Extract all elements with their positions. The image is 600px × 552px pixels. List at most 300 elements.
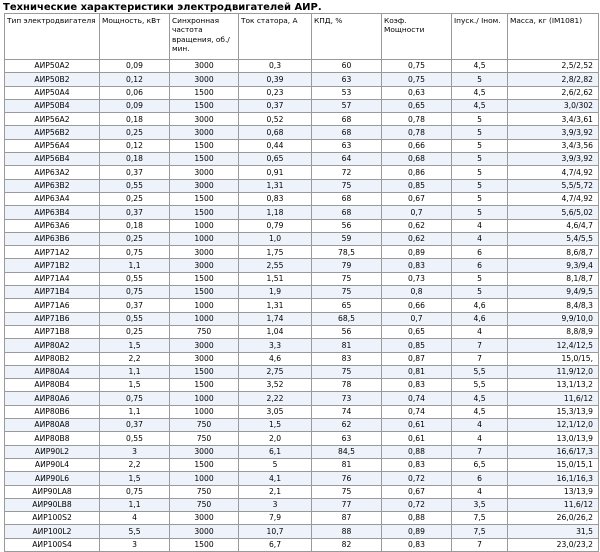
cell-start-current-ratio: 5	[452, 286, 508, 299]
cell-mass: 16,1/16,3	[508, 472, 599, 485]
header-power: Мощность, кВт	[100, 14, 170, 60]
table-row	[5, 299, 599, 312]
cell-stator-current: 0,68	[239, 126, 312, 139]
cell-mass: 8,4/8,3	[508, 299, 599, 312]
cell-start-current-ratio: 4	[452, 432, 508, 445]
cell-sync-speed: 3000	[170, 179, 239, 192]
cell-sync-speed: 3000	[170, 126, 239, 139]
cell-mass: 15,0/15,1	[508, 458, 599, 471]
cell-power-factor: 0,73	[382, 272, 452, 285]
table-row	[5, 512, 599, 525]
cell-motor-type: АИР80А8	[5, 419, 100, 432]
cell-start-current-ratio: 7	[452, 352, 508, 365]
cell-power: 0,37	[100, 166, 170, 179]
cell-stator-current: 0,23	[239, 86, 312, 99]
cell-power: 2,2	[100, 352, 170, 365]
cell-mass: 13/13,9	[508, 485, 599, 498]
cell-motor-type: АИР71А4	[5, 272, 100, 285]
cell-stator-current: 0,44	[239, 139, 312, 152]
table-row	[5, 166, 599, 179]
cell-power-factor: 0,86	[382, 166, 452, 179]
cell-sync-speed: 3000	[170, 259, 239, 272]
cell-start-current-ratio: 5	[452, 139, 508, 152]
cell-mass: 31,5	[508, 525, 599, 538]
cell-stator-current: 0,79	[239, 219, 312, 232]
cell-sync-speed: 3000	[170, 339, 239, 352]
table-row	[5, 538, 599, 551]
cell-power: 0,12	[100, 73, 170, 86]
cell-stator-current: 1,18	[239, 206, 312, 219]
cell-power-factor: 0,89	[382, 525, 452, 538]
cell-efficiency: 76	[312, 472, 382, 485]
cell-power: 0,18	[100, 113, 170, 126]
cell-start-current-ratio: 5	[452, 166, 508, 179]
cell-power: 0,18	[100, 219, 170, 232]
cell-motor-type: АИР71В2	[5, 259, 100, 272]
cell-efficiency: 88	[312, 525, 382, 538]
cell-efficiency: 65	[312, 299, 382, 312]
cell-start-current-ratio: 3,5	[452, 498, 508, 511]
cell-efficiency: 75	[312, 286, 382, 299]
cell-sync-speed: 3000	[170, 60, 239, 73]
cell-stator-current: 2,1	[239, 485, 312, 498]
cell-motor-type: АИР100S2	[5, 512, 100, 525]
cell-motor-type: АИР50В2	[5, 73, 100, 86]
cell-stator-current: 0,83	[239, 192, 312, 205]
table-row	[5, 219, 599, 232]
cell-power-factor: 0,7	[382, 206, 452, 219]
cell-stator-current: 0,37	[239, 99, 312, 112]
header-stator-current: Ток статора, А	[239, 14, 312, 60]
cell-stator-current: 1,75	[239, 246, 312, 259]
cell-stator-current: 3,3	[239, 339, 312, 352]
table-row	[5, 445, 599, 458]
cell-power: 1,5	[100, 379, 170, 392]
cell-stator-current: 1,5	[239, 419, 312, 432]
table-row	[5, 419, 599, 432]
cell-start-current-ratio: 4,5	[452, 405, 508, 418]
cell-power-factor: 0,83	[382, 458, 452, 471]
cell-power-factor: 0,66	[382, 139, 452, 152]
cell-efficiency: 59	[312, 232, 382, 245]
table-row	[5, 458, 599, 471]
cell-mass: 2,5/2,52	[508, 60, 599, 73]
cell-motor-type: АИР71В8	[5, 325, 100, 338]
cell-power-factor: 0,67	[382, 485, 452, 498]
cell-stator-current: 1,31	[239, 299, 312, 312]
cell-power-factor: 0,8	[382, 286, 452, 299]
cell-stator-current: 6,7	[239, 538, 312, 551]
cell-efficiency: 87	[312, 512, 382, 525]
cell-power: 0,75	[100, 485, 170, 498]
cell-power: 0,06	[100, 86, 170, 99]
cell-sync-speed: 1500	[170, 379, 239, 392]
cell-sync-speed: 1500	[170, 286, 239, 299]
cell-start-current-ratio: 6	[452, 246, 508, 259]
cell-power: 1,1	[100, 259, 170, 272]
cell-power: 1,1	[100, 498, 170, 511]
cell-power: 0,55	[100, 432, 170, 445]
cell-mass: 3,9/3,92	[508, 126, 599, 139]
cell-mass: 2,8/2,82	[508, 73, 599, 86]
cell-motor-type: АИР63А4	[5, 192, 100, 205]
cell-mass: 16,6/17,3	[508, 445, 599, 458]
cell-efficiency: 57	[312, 99, 382, 112]
cell-sync-speed: 750	[170, 498, 239, 511]
cell-power-factor: 0,74	[382, 392, 452, 405]
cell-power: 0,75	[100, 246, 170, 259]
cell-start-current-ratio: 5,5	[452, 365, 508, 378]
cell-motor-type: АИР71А6	[5, 299, 100, 312]
cell-sync-speed: 3000	[170, 166, 239, 179]
cell-power-factor: 0,75	[382, 73, 452, 86]
cell-sync-speed: 1500	[170, 206, 239, 219]
header-motor-type: Тип электродвигателя	[5, 14, 100, 60]
cell-start-current-ratio: 7	[452, 445, 508, 458]
cell-mass: 8,6/8,7	[508, 246, 599, 259]
cell-start-current-ratio: 7,5	[452, 525, 508, 538]
cell-power: 0,12	[100, 139, 170, 152]
cell-power: 1,1	[100, 365, 170, 378]
cell-mass: 5,6/5,02	[508, 206, 599, 219]
cell-sync-speed: 1000	[170, 312, 239, 325]
cell-stator-current: 0,65	[239, 153, 312, 166]
cell-sync-speed: 1000	[170, 219, 239, 232]
cell-mass: 4,7/4,92	[508, 192, 599, 205]
cell-start-current-ratio: 4,6	[452, 312, 508, 325]
cell-sync-speed: 1500	[170, 99, 239, 112]
cell-power: 1,1	[100, 405, 170, 418]
cell-power-factor: 0,62	[382, 232, 452, 245]
cell-start-current-ratio: 4	[452, 419, 508, 432]
cell-motor-type: АИР90L4	[5, 458, 100, 471]
cell-mass: 3,4/3,56	[508, 139, 599, 152]
table-row	[5, 272, 599, 285]
cell-stator-current: 1,74	[239, 312, 312, 325]
cell-stator-current: 10,7	[239, 525, 312, 538]
cell-sync-speed: 1500	[170, 365, 239, 378]
cell-mass: 8,8/8,9	[508, 325, 599, 338]
cell-efficiency: 75	[312, 272, 382, 285]
cell-efficiency: 74	[312, 405, 382, 418]
cell-motor-type: АИР50В4	[5, 99, 100, 112]
cell-sync-speed: 1500	[170, 272, 239, 285]
cell-stator-current: 4,1	[239, 472, 312, 485]
cell-power: 0,25	[100, 325, 170, 338]
cell-motor-type: АИР80А4	[5, 365, 100, 378]
cell-motor-type: АИР90LA8	[5, 485, 100, 498]
cell-start-current-ratio: 5	[452, 272, 508, 285]
cell-start-current-ratio: 5	[452, 192, 508, 205]
cell-stator-current: 2,75	[239, 365, 312, 378]
page-title: Технические характеристики электродвигателей АИР.	[3, 2, 322, 13]
cell-power: 5,5	[100, 525, 170, 538]
cell-start-current-ratio: 7,5	[452, 512, 508, 525]
cell-motor-type: АИР71В6	[5, 312, 100, 325]
cell-efficiency: 62	[312, 419, 382, 432]
table-row	[5, 392, 599, 405]
table-row	[5, 232, 599, 245]
cell-power-factor: 0,7	[382, 312, 452, 325]
cell-start-current-ratio: 5	[452, 113, 508, 126]
cell-stator-current: 1,9	[239, 286, 312, 299]
cell-efficiency: 75	[312, 365, 382, 378]
cell-power: 0,09	[100, 99, 170, 112]
cell-power: 4	[100, 512, 170, 525]
cell-power: 0,55	[100, 179, 170, 192]
table-row	[5, 192, 599, 205]
cell-start-current-ratio: 4	[452, 325, 508, 338]
cell-efficiency: 72	[312, 166, 382, 179]
cell-mass: 8,1/8,7	[508, 272, 599, 285]
table-row	[5, 498, 599, 511]
cell-efficiency: 63	[312, 432, 382, 445]
cell-stator-current: 5	[239, 458, 312, 471]
cell-power: 1,5	[100, 339, 170, 352]
cell-stator-current: 4,6	[239, 352, 312, 365]
cell-stator-current: 0,39	[239, 73, 312, 86]
cell-sync-speed: 1500	[170, 192, 239, 205]
table-row	[5, 286, 599, 299]
cell-start-current-ratio: 4,5	[452, 86, 508, 99]
cell-start-current-ratio: 4	[452, 232, 508, 245]
cell-stator-current: 2,22	[239, 392, 312, 405]
cell-sync-speed: 1000	[170, 392, 239, 405]
cell-power-factor: 0,66	[382, 299, 452, 312]
cell-power-factor: 0,78	[382, 126, 452, 139]
cell-mass: 15,0/15,	[508, 352, 599, 365]
cell-efficiency: 68	[312, 126, 382, 139]
cell-mass: 5,4/5,5	[508, 232, 599, 245]
cell-stator-current: 3,52	[239, 379, 312, 392]
cell-sync-speed: 3000	[170, 73, 239, 86]
cell-power-factor: 0,87	[382, 352, 452, 365]
cell-motor-type: АИР71В4	[5, 286, 100, 299]
cell-motor-type: АИР80В2	[5, 352, 100, 365]
cell-efficiency: 83	[312, 352, 382, 365]
cell-mass: 3,0/302	[508, 99, 599, 112]
cell-start-current-ratio: 5	[452, 153, 508, 166]
cell-efficiency: 56	[312, 325, 382, 338]
table-header-row	[5, 14, 599, 60]
table-row	[5, 179, 599, 192]
cell-start-current-ratio: 6	[452, 472, 508, 485]
table-row	[5, 339, 599, 352]
cell-start-current-ratio: 5,5	[452, 379, 508, 392]
cell-efficiency: 68	[312, 113, 382, 126]
cell-power-factor: 0,63	[382, 86, 452, 99]
table-row	[5, 379, 599, 392]
cell-efficiency: 68	[312, 192, 382, 205]
cell-efficiency: 81	[312, 458, 382, 471]
cell-power: 3	[100, 445, 170, 458]
cell-power-factor: 0,68	[382, 153, 452, 166]
cell-motor-type: АИР80А2	[5, 339, 100, 352]
cell-stator-current: 7,9	[239, 512, 312, 525]
cell-power-factor: 0,65	[382, 99, 452, 112]
cell-start-current-ratio: 5	[452, 126, 508, 139]
cell-start-current-ratio: 5	[452, 179, 508, 192]
cell-motor-type: АИР100L2	[5, 525, 100, 538]
cell-power: 0,37	[100, 299, 170, 312]
cell-efficiency: 60	[312, 60, 382, 73]
cell-start-current-ratio: 5	[452, 73, 508, 86]
cell-power-factor: 0,83	[382, 379, 452, 392]
cell-power-factor: 0,65	[382, 325, 452, 338]
cell-power: 0,09	[100, 60, 170, 73]
cell-motor-type: АИР80А6	[5, 392, 100, 405]
cell-sync-speed: 3000	[170, 246, 239, 259]
cell-motor-type: АИР56А4	[5, 139, 100, 152]
cell-mass: 9,4/9,5	[508, 286, 599, 299]
cell-motor-type: АИР80В4	[5, 379, 100, 392]
table-row	[5, 485, 599, 498]
cell-mass: 4,6/4,7	[508, 219, 599, 232]
cell-motor-type: АИР90L6	[5, 472, 100, 485]
cell-sync-speed: 1500	[170, 153, 239, 166]
cell-power: 0,75	[100, 286, 170, 299]
cell-power: 0,18	[100, 153, 170, 166]
cell-mass: 12,4/12,5	[508, 339, 599, 352]
cell-sync-speed: 1500	[170, 86, 239, 99]
cell-mass: 13,0/13,9	[508, 432, 599, 445]
cell-efficiency: 75	[312, 485, 382, 498]
cell-power: 0,75	[100, 392, 170, 405]
table-row	[5, 86, 599, 99]
cell-efficiency: 81	[312, 339, 382, 352]
cell-power-factor: 0,74	[382, 405, 452, 418]
cell-start-current-ratio: 6,5	[452, 458, 508, 471]
cell-power-factor: 0,85	[382, 179, 452, 192]
cell-efficiency: 56	[312, 219, 382, 232]
cell-power-factor: 0,72	[382, 472, 452, 485]
cell-mass: 2,6/2,62	[508, 86, 599, 99]
cell-sync-speed: 1500	[170, 538, 239, 551]
cell-power: 1,5	[100, 472, 170, 485]
cell-efficiency: 84,5	[312, 445, 382, 458]
table-row	[5, 405, 599, 418]
cell-power-factor: 0,83	[382, 538, 452, 551]
cell-power-factor: 0,78	[382, 113, 452, 126]
table-row	[5, 206, 599, 219]
cell-mass: 9,3/9,4	[508, 259, 599, 272]
cell-stator-current: 0,52	[239, 113, 312, 126]
cell-motor-type: АИР50А2	[5, 60, 100, 73]
cell-start-current-ratio: 7	[452, 339, 508, 352]
cell-motor-type: АИР63В4	[5, 206, 100, 219]
table-row	[5, 99, 599, 112]
table-row	[5, 325, 599, 338]
cell-stator-current: 0,91	[239, 166, 312, 179]
cell-start-current-ratio: 4,5	[452, 392, 508, 405]
cell-sync-speed: 1000	[170, 232, 239, 245]
cell-stator-current: 1,51	[239, 272, 312, 285]
cell-start-current-ratio: 6	[452, 259, 508, 272]
cell-power: 0,37	[100, 206, 170, 219]
cell-power-factor: 0,61	[382, 432, 452, 445]
table-row	[5, 259, 599, 272]
table-row	[5, 312, 599, 325]
cell-sync-speed: 3000	[170, 352, 239, 365]
cell-motor-type: АИР63В2	[5, 179, 100, 192]
cell-power-factor: 0,62	[382, 219, 452, 232]
cell-motor-type: АИР100S4	[5, 538, 100, 551]
cell-motor-type: АИР50А4	[5, 86, 100, 99]
cell-motor-type: АИР90L2	[5, 445, 100, 458]
cell-efficiency: 77	[312, 498, 382, 511]
cell-mass: 11,9/12,0	[508, 365, 599, 378]
table-body	[5, 60, 599, 552]
cell-start-current-ratio: 4,5	[452, 60, 508, 73]
cell-efficiency: 82	[312, 538, 382, 551]
cell-motor-type: АИР63А2	[5, 166, 100, 179]
cell-start-current-ratio: 7	[452, 538, 508, 551]
table-row	[5, 352, 599, 365]
cell-efficiency: 75	[312, 179, 382, 192]
cell-stator-current: 2,0	[239, 432, 312, 445]
cell-efficiency: 63	[312, 139, 382, 152]
cell-motor-type: АИР90LB8	[5, 498, 100, 511]
cell-efficiency: 64	[312, 153, 382, 166]
cell-motor-type: АИР56В4	[5, 153, 100, 166]
cell-sync-speed: 750	[170, 325, 239, 338]
cell-motor-type: АИР71А2	[5, 246, 100, 259]
cell-power-factor: 0,75	[382, 60, 452, 73]
cell-power: 0,25	[100, 232, 170, 245]
cell-mass: 12,1/12,0	[508, 419, 599, 432]
header-mass: Масса, кг (IM1081)	[508, 14, 599, 60]
cell-stator-current: 0,3	[239, 60, 312, 73]
cell-motor-type: АИР63А6	[5, 219, 100, 232]
cell-efficiency: 68,5	[312, 312, 382, 325]
cell-mass: 26,0/26,2	[508, 512, 599, 525]
cell-start-current-ratio: 4,5	[452, 99, 508, 112]
cell-power: 0,37	[100, 419, 170, 432]
table-row	[5, 472, 599, 485]
cell-sync-speed: 750	[170, 432, 239, 445]
cell-efficiency: 53	[312, 86, 382, 99]
cell-start-current-ratio: 4	[452, 485, 508, 498]
cell-power-factor: 0,89	[382, 246, 452, 259]
cell-power-factor: 0,61	[382, 419, 452, 432]
cell-efficiency: 68	[312, 206, 382, 219]
cell-power: 0,25	[100, 192, 170, 205]
cell-motor-type: АИР56В2	[5, 126, 100, 139]
header-power-factor: Коэф. Мощности	[382, 14, 452, 60]
table-row	[5, 113, 599, 126]
cell-mass: 4,7/4,92	[508, 166, 599, 179]
cell-power-factor: 0,72	[382, 498, 452, 511]
cell-sync-speed: 3000	[170, 445, 239, 458]
cell-power-factor: 0,88	[382, 512, 452, 525]
cell-sync-speed: 1000	[170, 472, 239, 485]
cell-stator-current: 1,31	[239, 179, 312, 192]
table-row	[5, 432, 599, 445]
table-row	[5, 365, 599, 378]
cell-stator-current: 2,55	[239, 259, 312, 272]
cell-stator-current: 1,04	[239, 325, 312, 338]
cell-motor-type: АИР56А2	[5, 113, 100, 126]
table-row	[5, 246, 599, 259]
cell-sync-speed: 3000	[170, 113, 239, 126]
cell-power: 0,55	[100, 272, 170, 285]
cell-efficiency: 78,5	[312, 246, 382, 259]
cell-power-factor: 0,88	[382, 445, 452, 458]
cell-mass: 3,4/3,61	[508, 113, 599, 126]
cell-sync-speed: 750	[170, 485, 239, 498]
cell-sync-speed: 3000	[170, 512, 239, 525]
cell-mass: 15,3/13,9	[508, 405, 599, 418]
